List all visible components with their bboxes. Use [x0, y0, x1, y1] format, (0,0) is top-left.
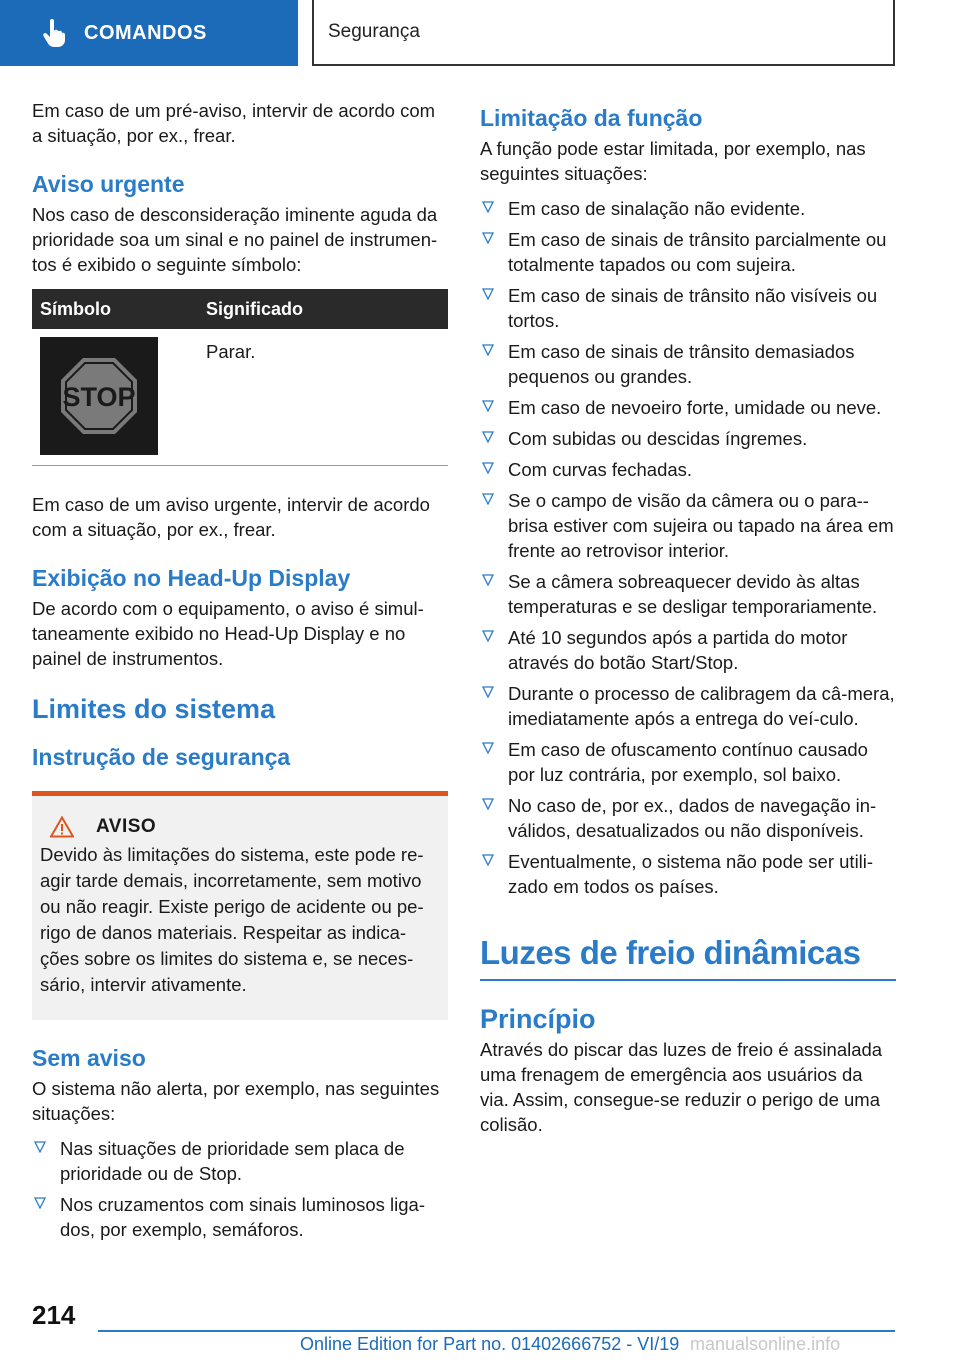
list-item: Se o campo de visão da câmera ou o para--brisa estiver com sujeira ou tapado na área em frente ao retrovisor interior.	[480, 488, 896, 563]
section-tab	[0, 0, 298, 66]
left-column	[32, 98, 448, 1248]
brake-lights-heading: Luzes de freio dinâmicas	[480, 934, 861, 971]
bullet-triangle-icon	[482, 344, 494, 356]
bullet-triangle-icon	[482, 462, 494, 474]
limit-list	[480, 196, 896, 899]
bullet-triangle-icon	[34, 1141, 46, 1153]
list-item: No caso de, por ex., dados de navegação in-válidos, desatualizados ou não disponíveis.	[480, 793, 896, 843]
list-item: Em caso de ofuscamento contínuo causado por luz contrária, por exemplo, sol baixo.	[480, 737, 896, 787]
urgent-heading: Aviso urgente	[32, 171, 185, 197]
principle-paragraph: Através do piscar das luzes de freio é assinalada uma frenagem de emergência aos usuários da via. Assim, consegue-se reduzir o perigo de uma colisão.	[480, 1039, 883, 1135]
warning-title	[40, 816, 440, 838]
no-warning-heading: Sem aviso	[32, 1045, 146, 1071]
after-table-paragraph: Em caso de um aviso urgente, intervir de acordo com a situação, por ex., frear.	[32, 494, 430, 540]
bullet-triangle-icon	[482, 854, 494, 866]
section-label: COMANDOS	[84, 21, 207, 44]
bullet-triangle-icon	[482, 630, 494, 642]
list-item: Até 10 segundos após a partida do motor através do botão Start/Stop.	[480, 625, 896, 675]
col-meaning-header: Significado	[206, 298, 304, 319]
safety-heading: Instrução de segurança	[32, 744, 291, 770]
bullet-triangle-icon	[34, 1197, 46, 1209]
right-column	[480, 98, 896, 1137]
heading-rule	[480, 979, 896, 981]
symbol-table	[32, 289, 448, 466]
bullet-triangle-icon	[482, 232, 494, 244]
bullet-triangle-icon	[482, 400, 494, 412]
chapter-box	[312, 0, 895, 66]
hud-heading: Exibição no Head-Up Display	[32, 565, 351, 591]
intro-paragraph: Em caso de um pré-aviso, intervir de acordo com a situação, por ex., frear.	[32, 100, 436, 146]
table-row	[32, 329, 448, 466]
chapter-label: Segurança	[328, 21, 420, 42]
list-item: Durante o processo de calibragem da câ-mera, imediatamente após a entrega do veí-culo.	[480, 681, 896, 731]
stop-sign-text: STOP	[62, 382, 136, 412]
limit-paragraph: A função pode estar limitada, por exemplo, nas seguintes situações:	[480, 138, 866, 184]
page-number: 214	[32, 1300, 76, 1330]
no-warning-list	[32, 1136, 448, 1242]
bullet-triangle-icon	[482, 493, 494, 505]
warning-triangle-icon	[50, 816, 74, 838]
limits-heading: Limites do sistema	[32, 694, 276, 724]
hud-paragraph: De acordo com o equipamento, o aviso é simul-taneamente exibido no Head-Up Display e no painel de instrumentos.	[32, 598, 424, 669]
no-warning-paragraph: O sistema não alerta, por exemplo, nas seguintes situações:	[32, 1078, 440, 1124]
list-item: Em caso de nevoeiro forte, umidade ou neve.	[480, 395, 896, 420]
hand-pointer-icon	[40, 19, 68, 47]
list-item: Em caso de sinais de trânsito parcialmente ou totalmente tapados ou com sujeira.	[480, 227, 896, 277]
list-item: Eventualmente, o sistema não pode ser utili-zado em todos os países.	[480, 849, 896, 899]
row-meaning: Parar.	[206, 341, 256, 362]
warning-box	[32, 791, 448, 1020]
footer-rule	[98, 1330, 895, 1332]
list-item: Em caso de sinais de trânsito demasiados pequenos ou grandes.	[480, 339, 896, 389]
limit-heading: Limitação da função	[480, 105, 703, 131]
bullet-triangle-icon	[482, 742, 494, 754]
page-header	[0, 0, 960, 66]
warning-text: Devido às limitações do sistema, este pode re-agir tarde demais, incorretamente, sem motivo ou não reagir. Existe perigo de acidente ou pe-rigo de danos materiais. Respeitar as indica-ções sobre os limites do sistema e, se neces-sário, intervir ativamente.	[40, 844, 424, 995]
stop-sign-icon	[40, 337, 158, 455]
col-symbol-header: Símbolo	[40, 298, 111, 319]
table-header	[32, 289, 448, 329]
list-item: Com curvas fechadas.	[480, 457, 896, 482]
list-item: Com subidas ou descidas íngremes.	[480, 426, 896, 451]
list-item: Em caso de sinais de trânsito não visíveis ou tortos.	[480, 283, 896, 333]
list-item: Nos cruzamentos com sinais luminosos liga-dos, por exemplo, semáforos.	[32, 1192, 448, 1242]
warning-title-text: AVISO	[96, 816, 157, 837]
bullet-triangle-icon	[482, 574, 494, 586]
bullet-triangle-icon	[482, 201, 494, 213]
principle-heading: Princípio	[480, 1004, 596, 1034]
list-item: Nas situações de prioridade sem placa de prioridade ou de Stop.	[32, 1136, 448, 1186]
list-item: Em caso de sinalação não evidente.	[480, 196, 896, 221]
watermark: manualsonline.info	[690, 1334, 841, 1354]
edition-text: Online Edition for Part no. 01402666752 - VI/19	[300, 1334, 680, 1354]
urgent-paragraph: Nos caso de desconsideração iminente aguda da prioridade soa um sinal e no painel de instrumen-tos é exibido o seguinte símbolo:	[32, 204, 438, 275]
bullet-triangle-icon	[482, 288, 494, 300]
list-item: Se a câmera sobreaquecer devido às altas temperaturas e se desligar temporariamente.	[480, 569, 896, 619]
bullet-triangle-icon	[482, 431, 494, 443]
bullet-triangle-icon	[482, 798, 494, 810]
bullet-triangle-icon	[482, 686, 494, 698]
